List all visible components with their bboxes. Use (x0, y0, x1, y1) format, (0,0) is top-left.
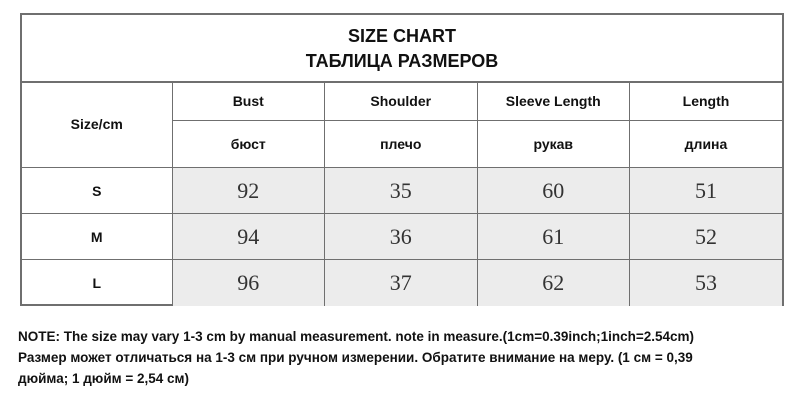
size-label: L (22, 260, 172, 306)
column-header-bust-ru: бюст (172, 121, 325, 168)
table-row (22, 214, 782, 260)
table-cell: 36 (325, 214, 478, 260)
column-header-sleeve-ru: рукав (477, 121, 630, 168)
table-cell: 35 (325, 168, 478, 214)
table-cell: 37 (325, 260, 478, 306)
size-label: M (22, 214, 172, 260)
chart-subtitle: ТАБЛИЦА РАЗМЕРОВ (305, 51, 499, 71)
column-header-shoulder: Shoulder (325, 81, 478, 121)
size-label: S (22, 168, 172, 214)
header-row-en (22, 81, 782, 121)
corner-label: Size/cm (22, 81, 172, 168)
column-header-shoulder-ru: плечо (325, 121, 478, 168)
table-cell: 94 (172, 214, 325, 260)
note-russian-line-2: дюйма; 1 дюйм = 2,54 см) (18, 371, 190, 386)
table-cell: 53 (630, 260, 783, 306)
table-cell: 52 (630, 214, 783, 260)
note-english: NOTE: The size may vary 1-3 cm by manual measurement. note in measure.(1cm=0.39inch;1inch=2.54cm) (18, 329, 695, 344)
table-cell: 96 (172, 260, 325, 306)
column-header-bust: Bust (172, 81, 325, 121)
column-header-sleeve-length: Sleeve Length (477, 81, 630, 121)
table-cell: 60 (477, 168, 630, 214)
table-cell: 92 (172, 168, 325, 214)
table-cell: 61 (477, 214, 630, 260)
table-cell: 51 (630, 168, 783, 214)
table-row (22, 168, 782, 214)
size-chart (20, 13, 784, 306)
size-table (22, 81, 782, 306)
note-russian-line-1: Размер может отличаться на 1-3 см при ручном измерении. Обратите внимание на меру. (1 см = 0,39 (18, 350, 693, 365)
table-cell: 62 (477, 260, 630, 306)
table-row (22, 260, 782, 306)
column-header-length: Length (630, 81, 783, 121)
chart-header (22, 15, 782, 83)
measurement-note (18, 326, 788, 389)
chart-title: SIZE CHART (348, 26, 456, 46)
column-header-length-ru: длина (630, 121, 783, 168)
